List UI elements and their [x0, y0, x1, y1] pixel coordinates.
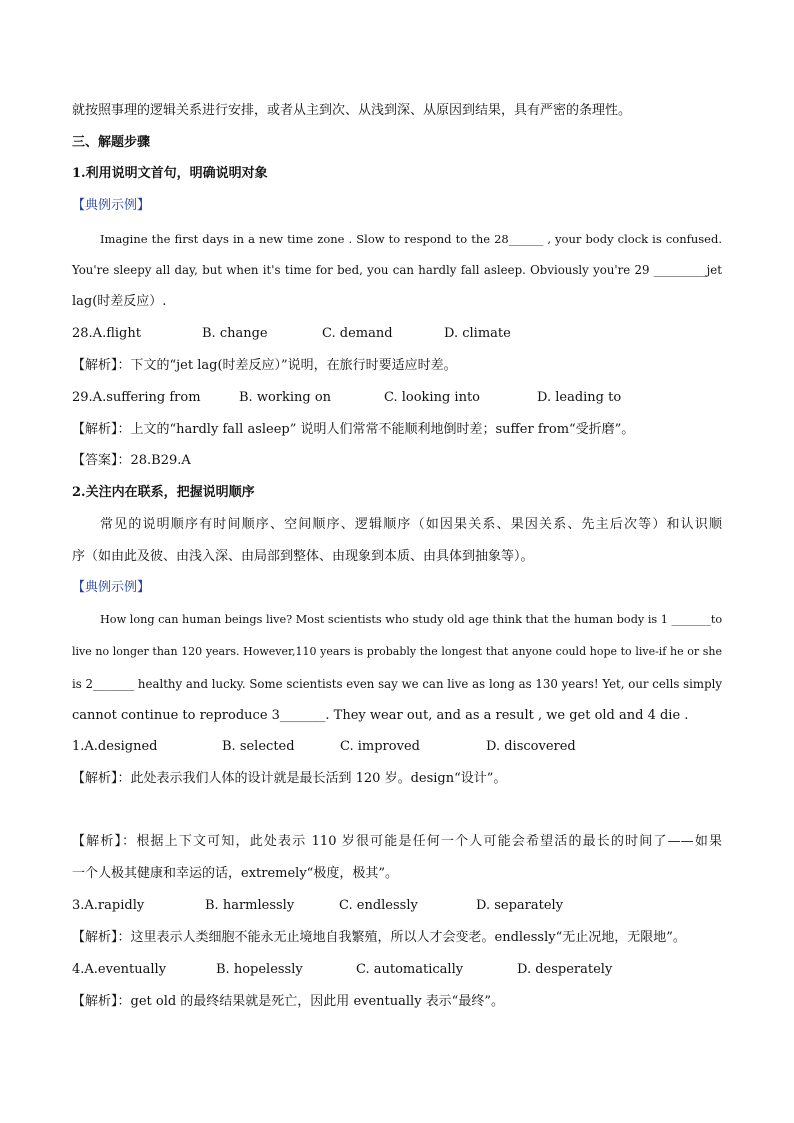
option-a: 1.A.designed [72, 739, 158, 754]
option-d: D. desperately [517, 962, 613, 977]
option-a: 29.A.suffering from [72, 390, 201, 405]
paragraph-line: 常见的说明顺序有时间顺序、空间顺序、逻辑顺序（如因果关系、果因关系、先主后次等）和认识顺 [100, 517, 722, 532]
option-b: B. working on [239, 390, 332, 405]
option-c: C. automatically [356, 962, 464, 977]
passage-line: You're sleepy all day, but when it's time for bed, you can hardly fall asleep. Obviously you're 29 _________jet [72, 263, 722, 277]
subsection-heading: 2.关注内在联系，把握说明顺序 [72, 485, 255, 500]
passage-line: Imagine the first days in a new time zone . Slow to respond to the 28______ , your body clock is confused. [100, 232, 722, 246]
analysis-line: 一个人极其健康和幸运的话，extremely“极度，极其”。 [72, 866, 398, 881]
analysis-line: 【解析】：这里表示人类细胞不能永无止境地自我繁殖，所以人才会变老。endlessly“无止况地，无限地”。 [72, 930, 686, 945]
analysis-line: 【解析】：下文的“jet lag(时差反应）”说明，在旅行时要适应时差。 [72, 358, 457, 373]
passage-line: lag(时差反应）. [72, 294, 167, 309]
option-d: D. leading to [537, 390, 622, 405]
option-b: B. selected [222, 739, 295, 754]
paragraph-line: 序（如由此及彼、由浅入深、由局部到整体、由现象到本质、由具体到抽象等）。 [72, 549, 534, 564]
paragraph-line: 就按照事理的逻辑关系进行安排，或者从主到次、从浅到深、从原因到结果，具有严密的条理性。 [72, 103, 632, 118]
analysis-line: 【解析】：上文的“hardly fall asleep” 说明人们常常不能顺利地倒时差；suffer from“受折磨”。 [72, 422, 635, 437]
option-a: 4.A.eventually [72, 962, 167, 977]
option-a: 3.A.rapidly [72, 898, 145, 913]
option-d: D. separately [476, 898, 564, 913]
analysis-line: 【解析】：根据上下文可知，此处表示 110 岁很可能是任何一个人可能会希望活的最长的时间了——如果 [72, 834, 722, 849]
analysis-line: 【解析】：get old 的最终结果就是死亡，因此用 eventually 表示“最终”。 [72, 994, 504, 1009]
option-c: C. looking into [384, 390, 481, 405]
passage-line: How long can human beings live? Most scientists who study old age think that the human body is 1 _______to [100, 613, 723, 626]
option-d: D. discovered [486, 739, 576, 754]
option-c: C. demand [322, 326, 393, 341]
option-b: B. hopelessly [216, 962, 303, 977]
answer-line: 【答案】：28.B29.A [72, 453, 191, 468]
option-d: D. climate [444, 326, 511, 341]
passage-line: cannot continue to reproduce 3_______. They wear out, and as a result , we get old and 4 die . [72, 708, 689, 723]
option-a: 28.A.flight [72, 326, 141, 341]
option-c: C. improved [340, 739, 420, 754]
example-label: 【典例示例】 [72, 198, 151, 213]
example-label: 【典例示例】 [72, 580, 151, 595]
option-c: C. endlessly [339, 898, 418, 913]
analysis-line: 【解析】：此处表示我们人体的设计就是最长活到 120 岁。design“设计”。 [72, 771, 507, 786]
passage-line: is 2_______ healthy and lucky. Some scientists even say we can live as long as 130 years! Yet, our cells simply [72, 677, 722, 691]
option-b: B. harmlessly [205, 898, 295, 913]
passage-line: live no longer than 120 years. However,110 years is probably the longest that anyone could hope to live-if he or she [72, 645, 722, 658]
section-heading: 三、解题步骤 [72, 135, 151, 150]
option-b: B. change [202, 326, 268, 341]
subsection-heading: 1.利用说明文首句，明确说明对象 [72, 166, 268, 181]
